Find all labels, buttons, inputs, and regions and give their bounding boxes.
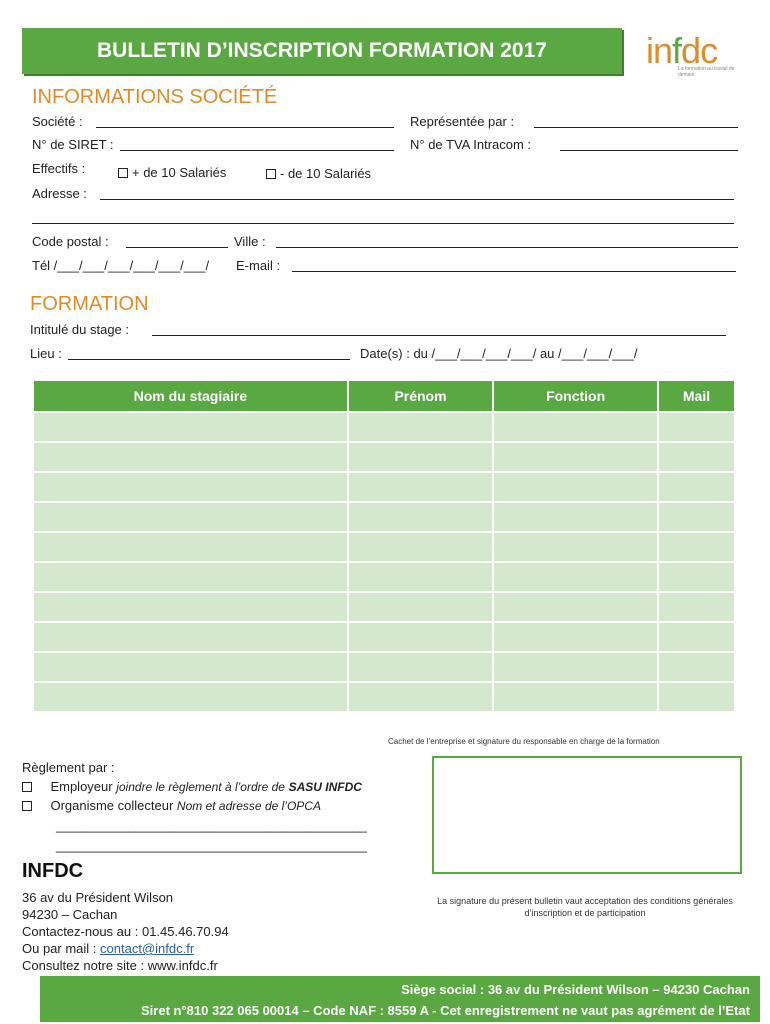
reglement-title: Règlement par : — [22, 760, 115, 775]
table-cell[interactable] — [659, 413, 734, 441]
representee-field[interactable] — [534, 127, 738, 128]
logo-wordmark: infdc — [646, 30, 718, 71]
table-row — [34, 413, 734, 441]
employeur-note: joindre le règlement à l’ordre de — [116, 780, 285, 794]
mail-line — [22, 941, 194, 956]
employeur-label: Employeur — [50, 779, 113, 794]
opca-note: Nom et adresse de l’OPCA — [176, 799, 321, 813]
adresse-field-2[interactable] — [32, 223, 734, 224]
table-cell[interactable] — [659, 623, 734, 651]
checkbox-icon[interactable] — [22, 782, 32, 792]
lieu-label: Lieu : — [30, 346, 62, 361]
siret-field[interactable] — [120, 150, 394, 151]
footer-line-2: Siret n°810 322 065 00014 – Code NAF : 8559 A - Cet enregistrement ne vaut pas agrément de l’Etat — [141, 1003, 750, 1018]
ville-field[interactable] — [276, 247, 738, 248]
phone-line: Contactez-nous au : 01.45.46.70.94 — [22, 924, 229, 939]
table-cell[interactable] — [349, 623, 493, 651]
legal-note — [405, 895, 765, 919]
intitule-field[interactable] — [152, 335, 726, 336]
table-row — [34, 653, 734, 681]
table-cell[interactable] — [494, 683, 657, 711]
effectifs-label: Effectifs : — [32, 161, 86, 176]
table-cell[interactable] — [34, 563, 347, 591]
mail-prefix: Ou par mail : — [22, 941, 97, 956]
table-cell[interactable] — [659, 683, 734, 711]
table-cell[interactable] — [659, 563, 734, 591]
table-cell[interactable] — [659, 503, 734, 531]
reglement-option-employeur[interactable] — [22, 779, 362, 794]
table-cell[interactable] — [34, 653, 347, 681]
table-cell[interactable] — [349, 503, 493, 531]
opca-label: Organisme collecteur — [50, 798, 174, 813]
logo-tagline: La formation au travail de demain — [678, 66, 735, 78]
footer-line-1: Siège social : 36 av du Président Wilson – 94230 Cachan — [401, 982, 750, 997]
address-line-2: 94230 – Cachan — [22, 907, 118, 922]
section-title-societe: INFORMATIONS SOCIÉTÉ — [32, 86, 278, 108]
infdc-logo — [640, 28, 740, 80]
table-row — [34, 683, 734, 711]
option-plus-label: + de 10 Salariés — [132, 165, 227, 180]
table-cell[interactable] — [659, 533, 734, 561]
tva-field[interactable] — [560, 150, 738, 151]
siret-label: N° de SIRET : — [32, 137, 114, 152]
adresse-field-1[interactable] — [100, 199, 734, 200]
table-cell[interactable] — [34, 473, 347, 501]
col-header-nom: Nom du stagiaire — [34, 381, 347, 411]
legal-note-line-1: La signature du présent bulletin vaut acceptation des conditions générales — [437, 896, 733, 906]
signature-box[interactable] — [432, 756, 742, 874]
table-cell[interactable] — [349, 473, 493, 501]
table-header-row — [34, 381, 734, 411]
table-cell[interactable] — [494, 563, 657, 591]
table-cell[interactable] — [349, 533, 493, 561]
table-cell[interactable] — [494, 593, 657, 621]
table-cell[interactable] — [349, 653, 493, 681]
code-postal-field[interactable] — [126, 247, 228, 248]
signature-caption: Cachet de l’entreprise et signature du responsable en charge de la formation — [388, 737, 660, 746]
table-cell[interactable] — [34, 413, 347, 441]
table-cell[interactable] — [494, 623, 657, 651]
table-cell[interactable] — [494, 653, 657, 681]
societe-label: Société : — [32, 114, 83, 129]
lieu-field[interactable] — [68, 359, 350, 360]
company-name: INFDC — [22, 860, 84, 882]
site-line: Consultez notre site : www.infdc.fr — [22, 958, 218, 973]
mail-link[interactable]: contact@infdc.fr — [100, 941, 195, 956]
table-cell[interactable] — [494, 533, 657, 561]
employeur-payee: SASU INFDC — [288, 780, 362, 794]
email-field[interactable] — [292, 271, 736, 272]
checkbox-icon[interactable] — [22, 801, 32, 811]
table-row — [34, 533, 734, 561]
table-cell[interactable] — [659, 443, 734, 471]
section-title-formation: FORMATION — [30, 293, 149, 315]
code-postal-label: Code postal : — [32, 234, 109, 249]
email-label: E-mail : — [236, 258, 281, 273]
tel-label[interactable]: Tél /___/___/___/___/___/___/ — [32, 258, 210, 273]
footer-bar — [40, 976, 760, 1022]
table-cell[interactable] — [34, 533, 347, 561]
col-header-fonction: Fonction — [494, 381, 657, 411]
opca-line-2[interactable]: ___________________________________________ — [56, 838, 367, 853]
table-cell[interactable] — [659, 653, 734, 681]
dates-label[interactable]: Date(s) : du /___/___/___/___/ au /___/___/___/ — [360, 346, 638, 361]
adresse-label: Adresse : — [32, 186, 87, 201]
table-cell[interactable] — [659, 593, 734, 621]
table-cell[interactable] — [494, 473, 657, 501]
table-row — [34, 503, 734, 531]
table-cell[interactable] — [34, 683, 347, 711]
reglement-option-opca[interactable] — [22, 798, 321, 813]
tva-label: N° de TVA Intracom : — [410, 137, 532, 152]
table-cell[interactable] — [349, 593, 493, 621]
opca-line-1[interactable]: ___________________________________________ — [56, 818, 367, 833]
col-header-mail: Mail — [659, 381, 734, 411]
address-line-1: 36 av du Président Wilson — [22, 890, 174, 905]
col-header-prenom: Prénom — [349, 381, 493, 411]
checkbox-icon[interactable] — [266, 169, 276, 179]
table-cell[interactable] — [349, 413, 493, 441]
table-cell[interactable] — [494, 503, 657, 531]
table-row — [34, 563, 734, 591]
table-row — [34, 593, 734, 621]
table-cell[interactable] — [349, 443, 493, 471]
representee-label: Représentée par : — [410, 114, 515, 129]
option-moins-label: - de 10 Salariés — [280, 166, 372, 181]
societe-field[interactable] — [96, 127, 394, 128]
table-cell[interactable] — [659, 473, 734, 501]
legal-note-line-2: d’inscription et de participation — [524, 908, 646, 918]
table-cell[interactable] — [34, 443, 347, 471]
table-cell[interactable] — [349, 683, 493, 711]
option-moins-10[interactable] — [266, 166, 371, 181]
table-row — [34, 623, 734, 651]
form-title: BULLETIN D’INSCRIPTION FORMATION 2017 — [22, 28, 622, 74]
option-plus-10[interactable] — [118, 165, 226, 180]
stagiaires-table — [32, 379, 736, 713]
table-cell[interactable] — [494, 413, 657, 441]
table-cell[interactable] — [494, 443, 657, 471]
checkbox-icon[interactable] — [118, 168, 128, 178]
table-cell[interactable] — [34, 593, 347, 621]
table-row — [34, 473, 734, 501]
ville-label: Ville : — [234, 234, 266, 249]
table-row — [34, 443, 734, 471]
table-cell[interactable] — [34, 503, 347, 531]
intitule-label: Intitulé du stage : — [30, 322, 130, 337]
table-cell[interactable] — [34, 623, 347, 651]
table-cell[interactable] — [349, 563, 493, 591]
